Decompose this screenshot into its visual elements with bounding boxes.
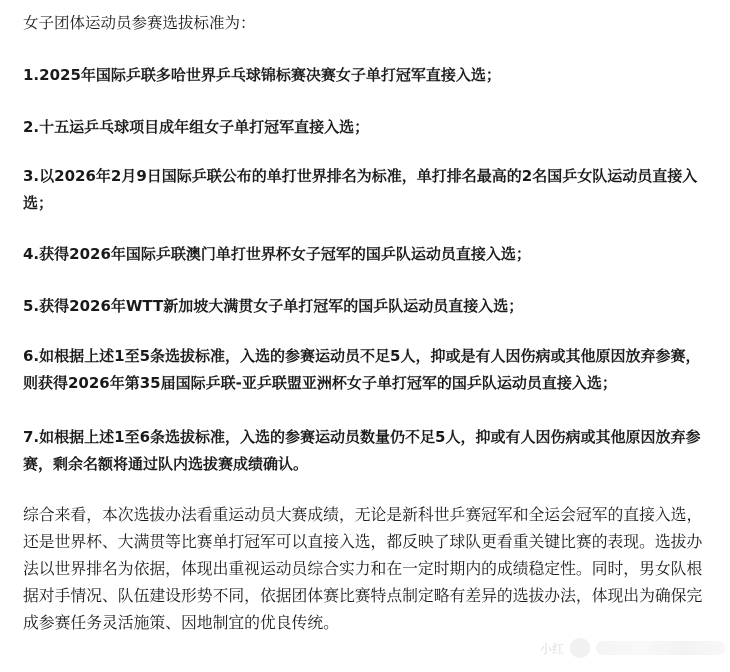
rule-item-3: 3.以2026年2月9日国际乒联公布的单打世界排名为标准，单打排名最高的2名国乒女队运动员直接入选； [23, 167, 698, 212]
rule-item-7: 7.如根据上述1至6条选拔标准，入选的参赛运动员数量仍不足5人，抑或有人因伤病或其他原因放弃参赛，剩余名额将通过队内选拔赛成绩确认。 [23, 428, 701, 473]
rule-item-4: 4.获得2026年国际乒联澳门单打世界杯女子冠军的国乒队运动员直接入选； [23, 245, 531, 263]
watermark-avatar-icon [570, 638, 590, 658]
rule-item-6: 6.如根据上述1至5条选拔标准，入选的参赛运动员不足5人，抑或是有人因伤病或其他原因放弃参赛，则获得2026年第35届国际乒联-亚乒联盟亚洲杯女子单打冠军的国乒队运动员直接入选； [23, 347, 701, 392]
intro-heading: 女子团体运动员参赛选拔标准为： [23, 14, 256, 32]
summary-paragraph: 综合来看，本次选拔办法看重运动员大赛成绩，无论是新科世乒赛冠军和全运会冠军的直接入选，还是世界杯、大满贯等比赛单打冠军可以直接入选，都反映了球队更看重关键比赛的表现。选拔办法以世界排名为依据，体现出重视运动员综合实力和在一定时期内的成绩稳定性。同时，男女队根据对手情况、队伍建设形势不同，依据团体赛比赛特点制定略有差异的选拔办法，体现出为确保完成参赛任务灵活施策、因地制宜的优良传统。 [23, 505, 703, 632]
watermark-text: 小红 [540, 641, 565, 656]
rule-item-5: 5.获得2026年WTT新加坡大满贯女子单打冠军的国乒队运动员直接入选； [23, 297, 524, 315]
rule-item-2: 2.十五运乒乓球项目成年组女子单打冠军直接入选； [23, 118, 370, 136]
watermark [540, 634, 726, 662]
watermark-blurred-name [596, 641, 726, 655]
rule-item-1: 1.2025年国际乒联多哈世界乒乓球锦标赛决赛女子单打冠军直接入选； [23, 66, 501, 84]
